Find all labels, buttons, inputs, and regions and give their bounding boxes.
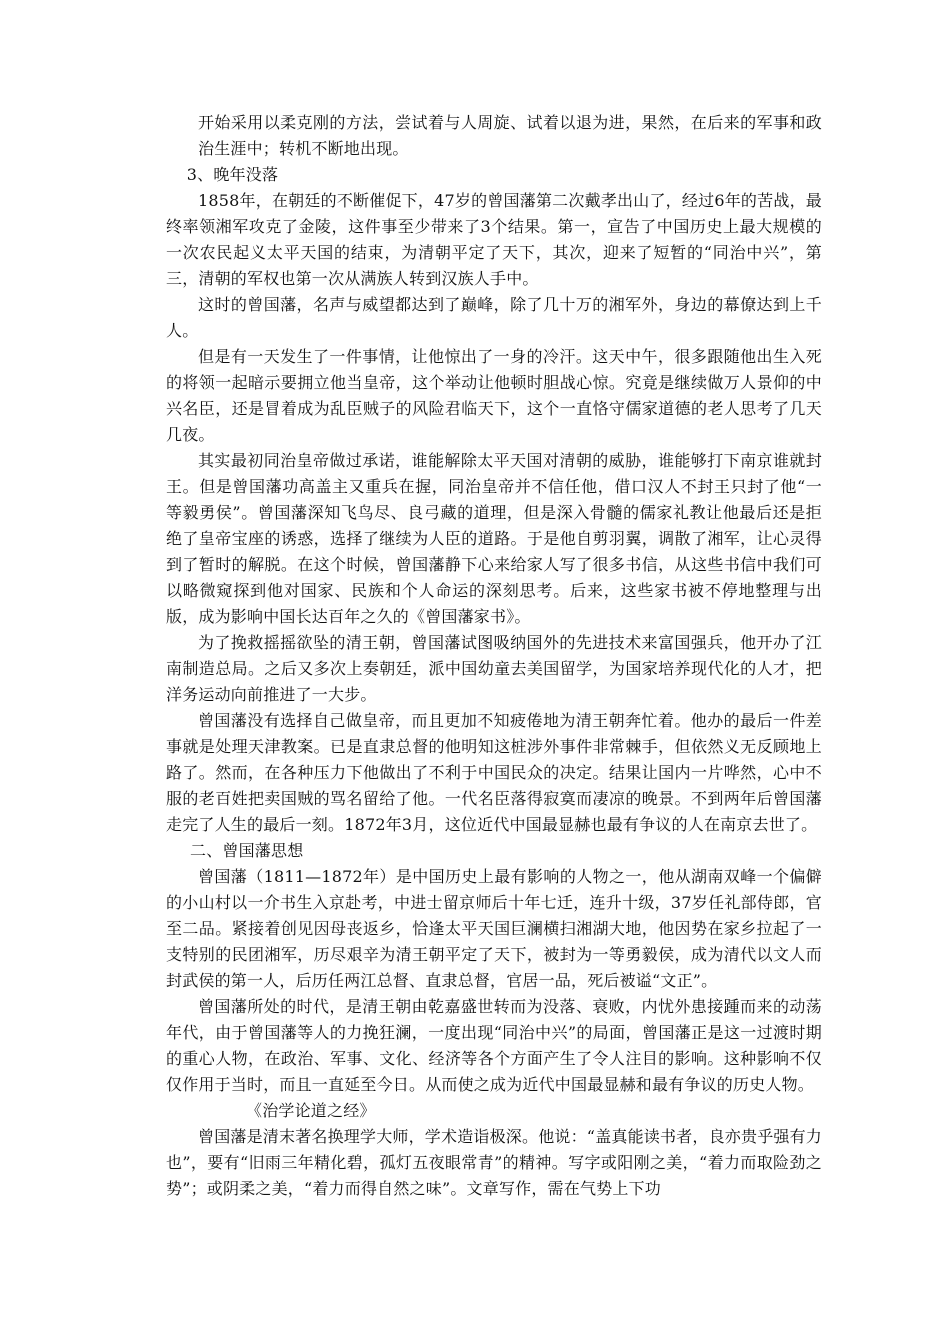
document-body <box>166 110 822 1202</box>
paragraph: 曾国藩（1811—1872年）是中国历史上最有影响的人物之一，他从湖南双峰一个偏僻的小山村以一介书生入京赴考，中进士留京师后十年七迁，连升十级，37岁任礼部侍郎，官至二品。紧接着创见因母丧返乡，恰逢太平天国巨澜横扫湘湖大地，他因势在家乡拉起了一支特别的民团湘军，历尽艰辛为清王朝平定了天下，被封为一等勇毅侯，成为清代以文人而封武侯的第一人，后历任两江总督、直隶总督，官居一品，死后被谥“文正”。 <box>166 867 822 990</box>
paragraph: 其实最初同治皇帝做过承诺，谁能解除太平天国对清朝的威胁，谁能够打下南京谁就封王。但是曾国藩功高盖主又重兵在握，同治皇帝并不信任他，借口汉人不封王只封了他“一等毅勇侯”。曾国藩深知飞鸟尽、良弓藏的道理，但是深入骨髓的儒家礼教让他最后还是拒绝了皇帝宝座的诱惑，选择了继续为人臣的道路。于是他自剪羽翼，调散了湘军，让心灵得到了暂时的解脱。在这个时候，曾国藩静下心来给家人写了很多书信，从这些书信中我们可以略微窥探到他对国家、民族和个人命运的深刻思考。后来，这些家书被不停地整理与出版，成为影响中国长达百年之久的《曾国藩家书》。 <box>166 451 822 626</box>
paragraph: 1858年，在朝廷的不断催促下，47岁的曾国藩第二次戴孝出山了，经过6年的苦战，最终率领湘军攻克了金陵，这件事至少带来了3个结果。第一，宣告了中国历史上最大规模的一次农民起义太平天国的结束，为清朝平定了天下，其次，迎来了短暂的“同治中兴”，第三，清朝的军权也第一次从满族人转到汉族人手中。 <box>166 191 822 288</box>
paragraph: 曾国藩没有选择自己做皇帝，而且更加不知疲倦地为清王朝奔忙着。他办的最后一件差事就是处理天津教案。已是直隶总督的他明知这桩涉外事件非常棘手，但依然义无反顾地上路了。然而，在各种压力下他做出了不利于中国民众的决定。结果让国内一片哗然，心中不服的老百姓把卖国贼的骂名留给了他。一代名臣落得寂寞而凄凉的晚景。不到两年后曾国藩走完了人生的最后一刻。1872年3月，这位近代中国最显赫也最有争议的人在南京去世了。 <box>166 711 822 834</box>
section-heading-thought: 二、曾国藩思想 <box>190 841 304 860</box>
paragraph: 但是有一天发生了一件事情，让他惊出了一身的冷汗。这天中午，很多跟随他出生入死的将领一起暗示要拥立他当皇帝，这个举动让他顿时胆战心惊。究竟是继续做万人景仰的中兴名臣，还是冒着成为乱臣贼子的风险君临天下，这个一直恪守儒家道德的老人思考了几天几夜。 <box>166 347 822 444</box>
subsection-title: 《治学论道之经》 <box>246 1101 376 1120</box>
paragraph-intro: 开始采用以柔克刚的方法，尝试着与人周旋、试着以退为进，果然，在后来的军事和政治生涯中；转机不断地出现。 <box>198 113 822 158</box>
paragraph: 为了挽救摇摇欲坠的清王朝，曾国藩试图吸纳国外的先进技术来富国强兵，他开办了江南制造总局。之后又多次上奏朝廷，派中国幼童去美国留学，为国家培养现代化的人才，把洋务运动向前推进了一大步。 <box>166 633 822 704</box>
section-heading-late-years: 3、晚年没落 <box>186 165 279 184</box>
paragraph: 曾国藩是清末著名换理学大师，学术造诣极深。他说：“盖真能读书者，良亦贵乎强有力也”，要有“旧雨三年精化碧，孤灯五夜眼常青”的精神。写字或阳刚之美，“着力而取险劲之势”；或阴柔之美，“着力而得自然之味”。文章写作，需在气势上下功 <box>166 1127 822 1198</box>
paragraph: 曾国藩所处的时代，是清王朝由乾嘉盛世转而为没落、衰败，内忧外患接踵而来的动荡年代，由于曾国藩等人的力挽狂澜，一度出现“同治中兴”的局面，曾国藩正是这一过渡时期的重心人物，在政治、军事、文化、经济等各个方面产生了令人注目的影响。这种影响不仅仅作用于当时，而且一直延至今日。从而使之成为近代中国最显赫和最有争议的历史人物。 <box>166 997 822 1094</box>
paragraph: 这时的曾国藩，名声与威望都达到了巅峰，除了几十万的湘军外，身边的幕僚达到上千人。 <box>166 295 822 340</box>
